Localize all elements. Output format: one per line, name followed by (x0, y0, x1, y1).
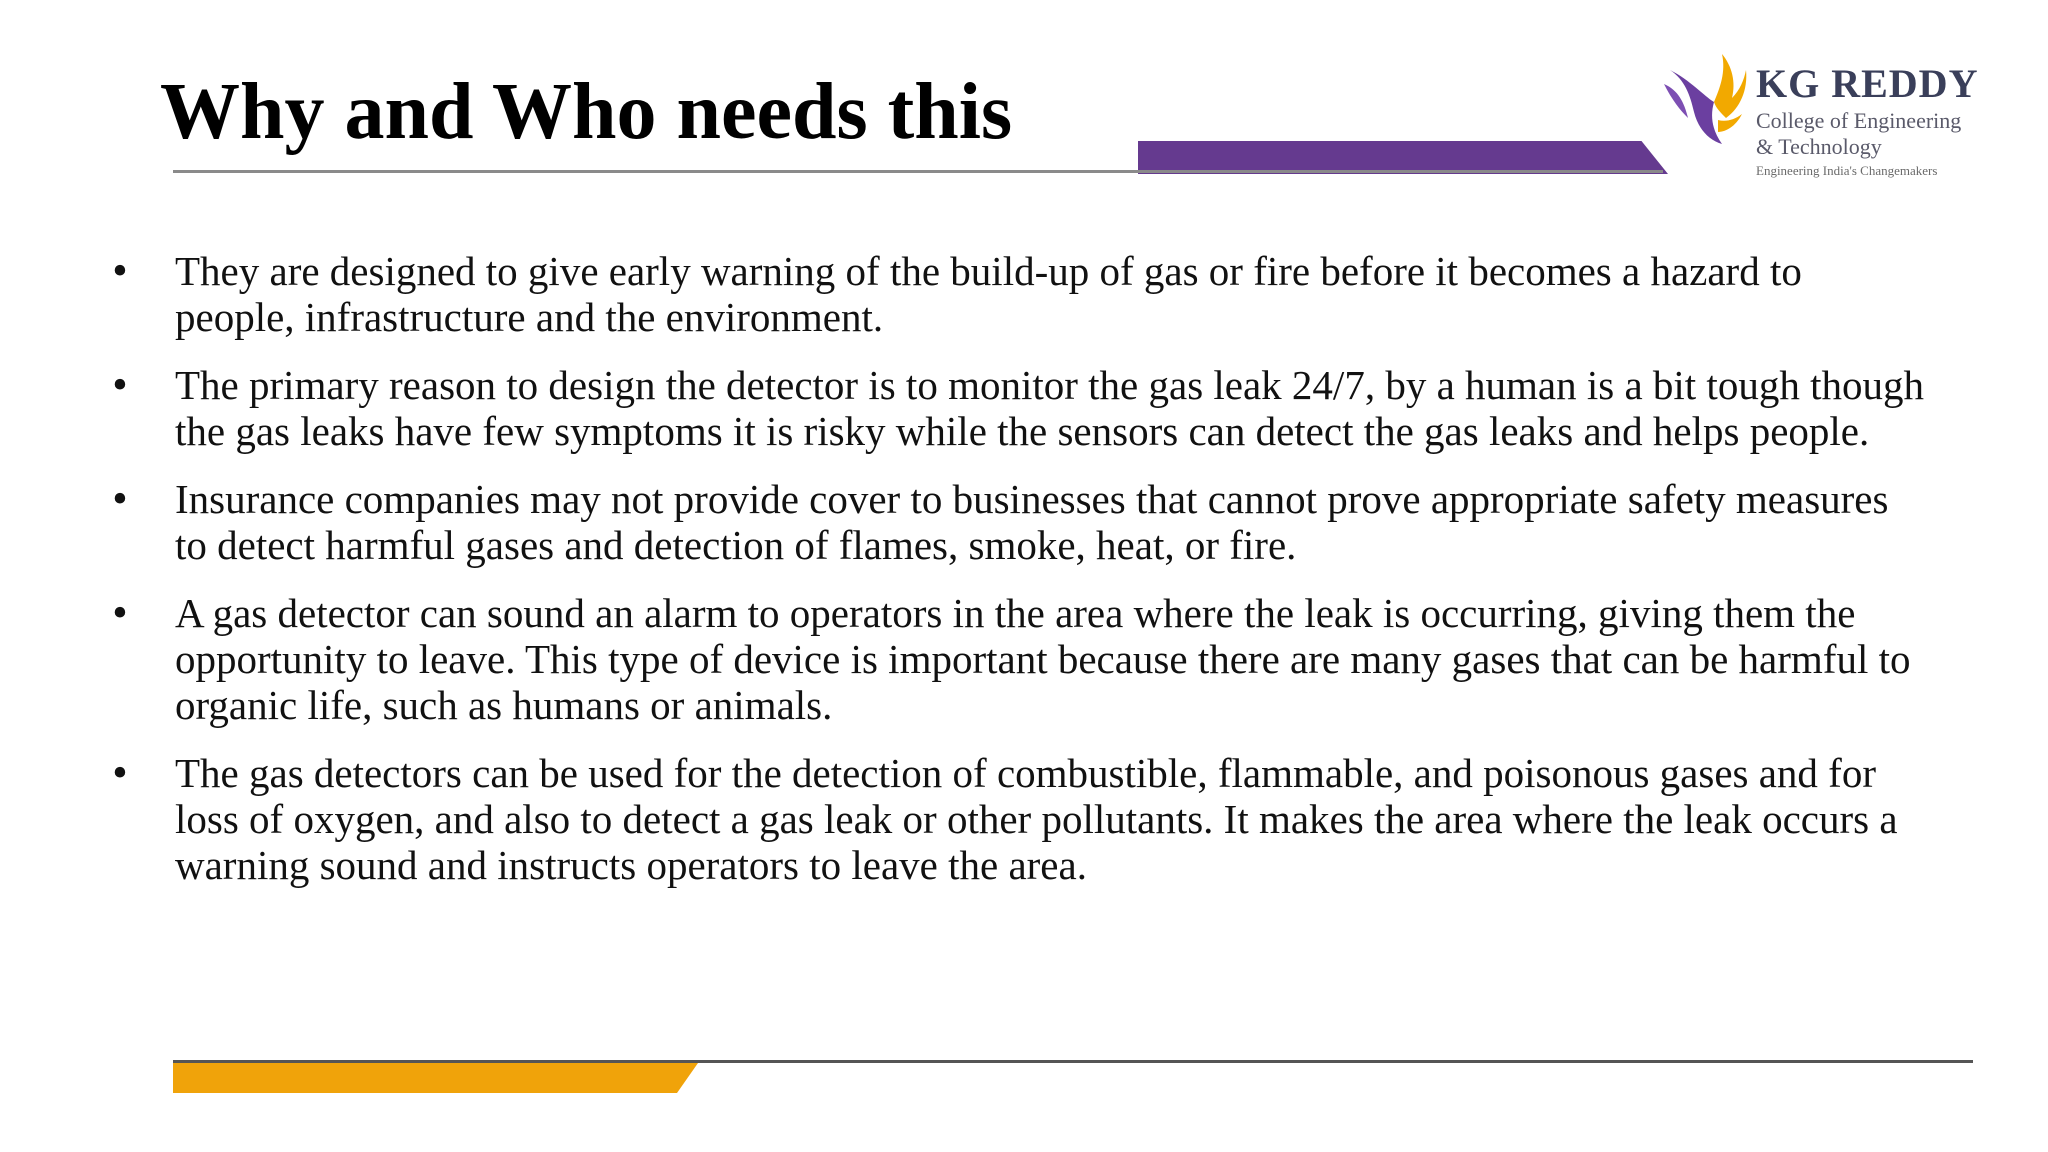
bullet-item (105, 476, 1925, 568)
bullet-text: A gas detector can sound an alarm to operators in the area where the leak is occurring, giving them the opportunity to leave. This type of device is important because there are many gases that can be harmful to organic life, such as humans or animals. (175, 590, 1911, 728)
bullet-marker: • (112, 588, 128, 637)
bullet-marker: • (112, 246, 128, 295)
bullet-text: The gas detectors can be used for the detection of combustible, flammable, and poisonous gases and for loss of oxygen, and also to detect a gas leak or other pollutants. It makes the area where the leak occurs a warning sound and instructs operators to leave the area. (175, 750, 1898, 888)
eagle-icon (1660, 50, 1748, 146)
bullet-item (105, 750, 1925, 888)
bullet-text: The primary reason to design the detector is to monitor the gas leak 24/7, by a human is a bit tough though the gas leaks have few symptoms it is risky while the sensors can detect the gas leaks and helps people. (175, 362, 1924, 454)
footer-divider (173, 1060, 1973, 1063)
slide-title: Why and Who needs this (160, 68, 1013, 156)
logo-name: KG REDDY (1756, 61, 1979, 106)
logo-subtitle-line-2: & Technology (1756, 134, 1882, 159)
bullet-marker: • (112, 474, 128, 523)
bullet-item (105, 590, 1925, 728)
logo-subtitle-line-1: College of Engineering (1756, 108, 1962, 133)
bullet-text: They are designed to give early warning of the build-up of gas or fire before it becomes a hazard to people, infrastructure and the environment. (175, 248, 1802, 340)
bullet-text: Insurance companies may not provide cover to businesses that cannot prove appropriate safety measures to detect harmful gases and detection of flames, smoke, heat, or fire. (175, 476, 1889, 568)
bullet-item (105, 248, 1925, 340)
bullet-item (105, 362, 1925, 454)
bullet-marker: • (112, 360, 128, 409)
bullet-list (105, 248, 1925, 910)
bullet-marker: • (112, 748, 128, 797)
footer-accent-bar (173, 1063, 698, 1093)
title-divider (173, 170, 1663, 173)
college-logo (1660, 50, 1980, 185)
logo-tagline: Engineering India's Changemakers (1756, 163, 1938, 178)
